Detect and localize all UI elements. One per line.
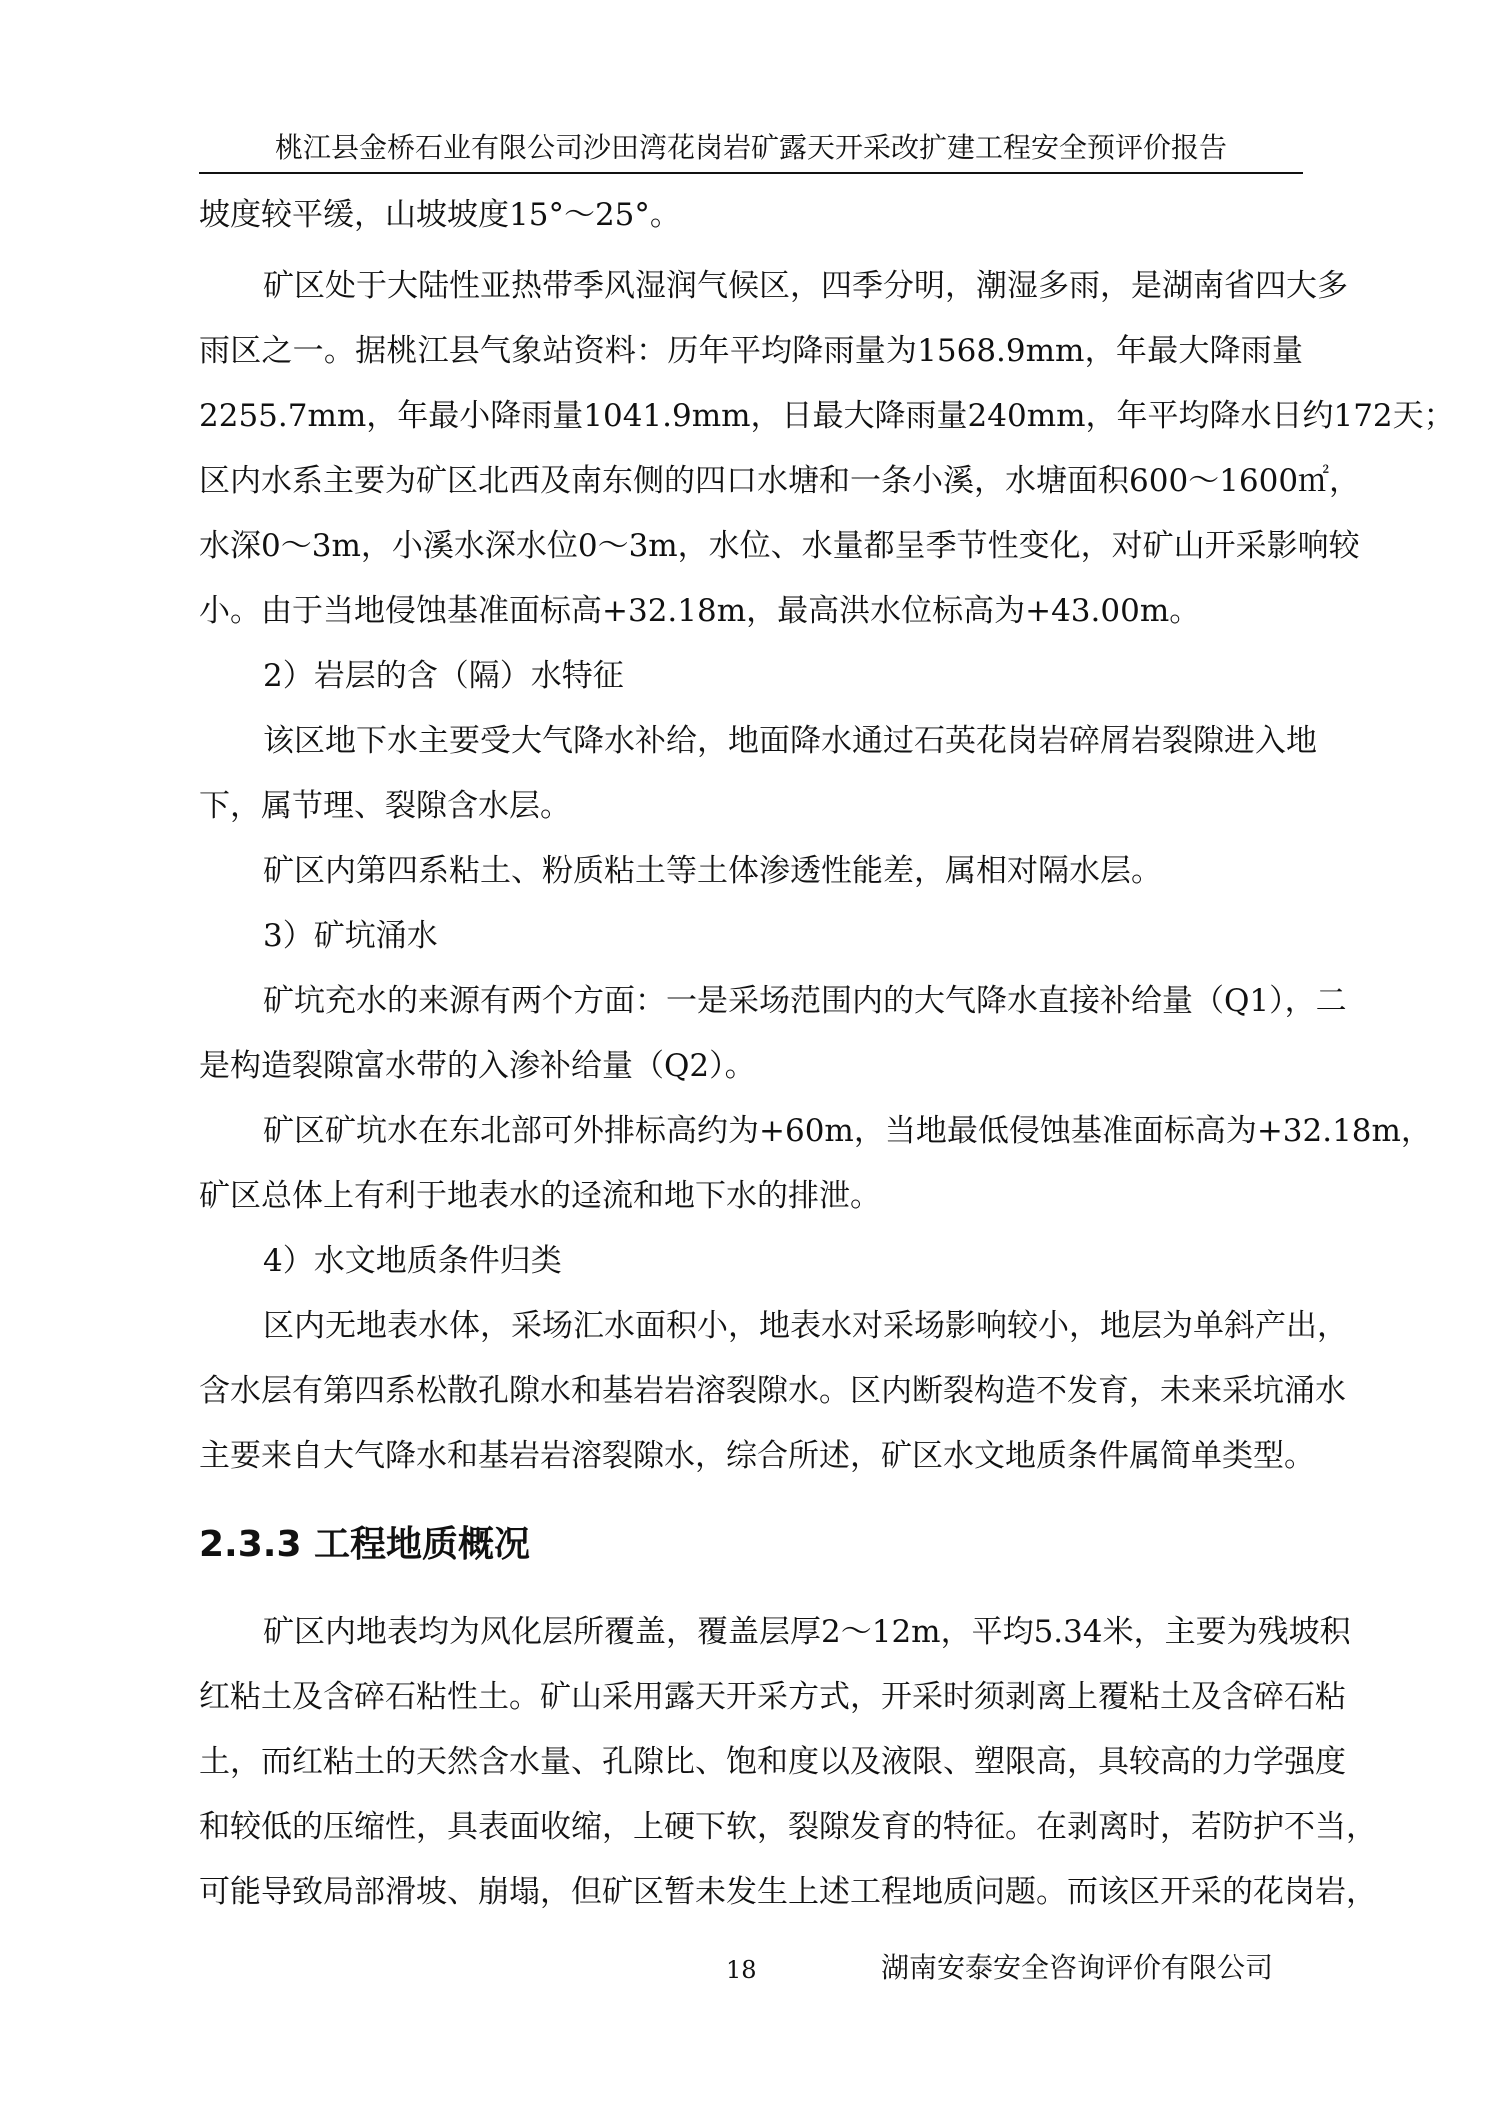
paragraph-line: 矿区总体上有利于地表水的迳流和地下水的排泄。 <box>199 1178 881 1214</box>
paragraph-line: 土，而红粘土的天然含水量、孔隙比、饱和度以及液限、塑限高，具较高的力学强度 <box>199 1744 1346 1780</box>
paragraph <box>199 1099 1432 1229</box>
paragraph <box>199 1229 1303 1294</box>
paragraph-line: 该区地下水主要受大气降水补给，地面降水通过石英花岗岩碎屑岩裂隙进入地 <box>263 723 1317 759</box>
paragraph <box>199 969 1347 1099</box>
paragraph-line: 4）水文地质条件归类 <box>263 1243 562 1279</box>
paragraph-line: 区内水系主要为矿区北西及南东侧的四口水塘和一条小溪，水塘面积600～1600㎡， <box>199 463 1361 499</box>
header-rule <box>199 172 1303 174</box>
paragraph <box>199 183 1303 248</box>
footer-company: 湖南安泰安全咨询评价有限公司 <box>880 1951 1273 1984</box>
paragraph-line: 矿区内第四系粘土、粉质粘土等土体渗透性能差，属相对隔水层。 <box>263 853 1162 889</box>
paragraph <box>199 839 1303 904</box>
paragraph-line: 含水层有第四系松散孔隙水和基岩岩溶裂隙水。区内断裂构造不发育，未来采坑涌水 <box>199 1373 1346 1409</box>
paragraph-line: 下，属节理、裂隙含水层。 <box>199 788 571 824</box>
paragraph <box>199 1294 1348 1489</box>
paragraph <box>199 644 1303 709</box>
text-block-hydrogeology <box>199 254 1455 1489</box>
paragraph-line: 2255.7mm，年最小降雨量1041.9mm，日最大降雨量240mm，年平均降水日约172天； <box>199 398 1455 434</box>
section-heading: 2.3.3 工程地质概况 <box>199 1524 531 1565</box>
paragraph-line: 小。由于当地侵蚀基准面标高+32.18m，最高洪水位标高为+43.00m。 <box>199 593 1201 629</box>
paragraph-line: 是构造裂隙富水带的入渗补给量（Q2）。 <box>199 1048 756 1084</box>
paragraph-line: 矿区内地表均为风化层所覆盖，覆盖层厚2～12m，平均5.34米，主要为残坡积 <box>263 1614 1351 1650</box>
paragraph-line: 雨区之一。据桃江县气象站资料：历年平均降雨量为1568.9mm，年最大降雨量 <box>199 333 1303 369</box>
paragraph-line: 水深0～3m，小溪水深水位0～3m，水位、水量都呈季节性变化，对矿山开采影响较 <box>199 528 1360 564</box>
paragraph-line: 区内无地表水体，采场汇水面积小，地表水对采场影响较小，地层为单斜产出， <box>263 1308 1348 1344</box>
paragraph-line: 坡度较平缓，山坡坡度15°～25°。 <box>199 197 681 233</box>
paragraph-line: 主要来自大气降水和基岩岩溶裂隙水，综合所述，矿区水文地质条件属简单类型。 <box>199 1438 1315 1474</box>
paragraph-line: 矿区处于大陆性亚热带季风湿润气候区，四季分明，潮湿多雨，是湖南省四大多 <box>263 268 1348 304</box>
paragraph <box>199 1600 1377 1925</box>
page-number: 18 <box>726 1956 757 1984</box>
paragraph-line: 矿坑充水的来源有两个方面：一是采场范围内的大气降水直接补给量（Q1），二 <box>263 983 1347 1019</box>
text-block-top <box>199 183 1303 248</box>
text-block-engineering-geology <box>199 1600 1377 1925</box>
paragraph-line: 红粘土及含碎石粘性土。矿山采用露天开采方式，开采时须剥离上覆粘土及含碎石粘 <box>199 1679 1346 1715</box>
paragraph-line: 可能导致局部滑坡、崩塌，但矿区暂未发生上述工程地质问题。而该区开采的花岗岩， <box>199 1874 1377 1910</box>
paragraph-line: 矿区矿坑水在东北部可外排标高约为+60m，当地最低侵蚀基准面标高为+32.18m， <box>263 1113 1432 1149</box>
paragraph <box>199 904 1303 969</box>
paragraph <box>199 709 1317 839</box>
document-header-title: 桃江县金桥石业有限公司沙田湾花岗岩矿露天开采改扩建工程安全预评价报告 <box>274 131 1227 164</box>
paragraph-line: 2）岩层的含（隔）水特征 <box>263 658 624 694</box>
paragraph-line: 和较低的压缩性，具表面收缩，上硬下软，裂隙发育的特征。在剥离时，若防护不当， <box>199 1809 1377 1845</box>
paragraph-line: 3）矿坑涌水 <box>263 918 438 954</box>
paragraph <box>199 254 1455 644</box>
